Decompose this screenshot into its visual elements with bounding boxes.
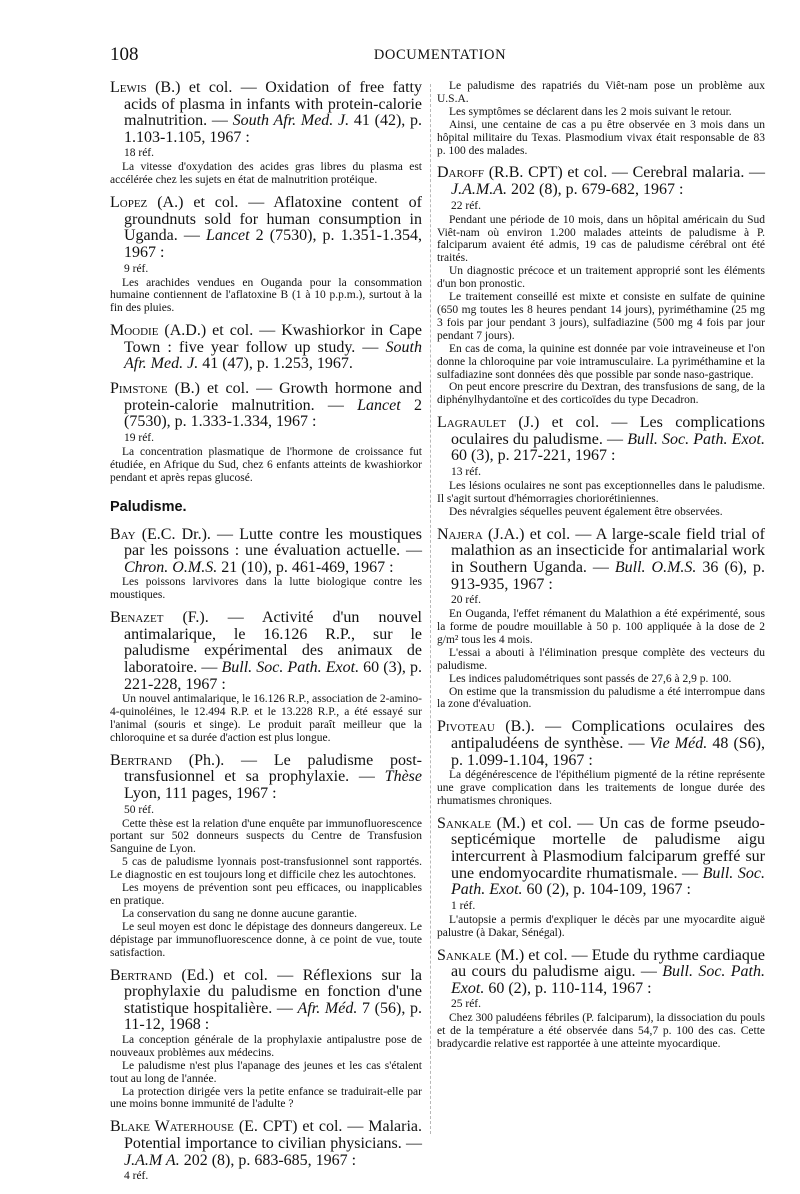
abstract-paragraph: Pendant une période de 10 mois, dans un hôpital américain du Sud Viêt-nam où environ 1.200 malades atteints de paludisme à P. falciparum avaient été admis, 19 cas de paludisme cérébral ont été traités. (437, 213, 765, 265)
abstract-paragraph: Les symptômes se déclarent dans les 2 mois suivant le retour. (449, 105, 732, 118)
reference-count: 20 réf. (451, 594, 482, 607)
citation-details: 48 (S6), p. 1.099-1.104, 1967 : (451, 734, 766, 769)
bibliography-entry (437, 165, 765, 407)
citation-details: 21 (10), p. 461-469, 1967 : (217, 558, 394, 576)
author-name: Bay (110, 525, 136, 543)
abstract-paragraph: La dégénérescence de l'épithélium pigmenté de la rétine représente une grave complication dans les traitements de longue durée des rhumatismes chroniques. (437, 769, 765, 807)
bibliography-entry (110, 195, 422, 315)
right-entries (437, 80, 765, 1051)
left-top-entries (110, 80, 422, 485)
abstract-paragraph: Les moyens de prévention sont peu efficaces, ou inapplicables en pratique. (110, 882, 422, 907)
reference-count: 9 réf. (124, 262, 149, 275)
author-name: Daroff (437, 164, 485, 182)
bibliography-entry (437, 80, 765, 157)
bibliography-entry (110, 527, 422, 603)
citation-title: (J.A.) et col. — A large-scale field trial of malathion as an insecticide for antimalarial work in Southern Uganda. — (451, 525, 765, 576)
bibliography-entry (110, 381, 422, 485)
bibliography-entry (437, 415, 765, 519)
journal-name: Lancet (206, 227, 250, 245)
author-name: Sankale (437, 814, 492, 832)
citation-title: (R.B. CPT) et col. — Cerebral malaria. — (484, 164, 765, 182)
citation-title: (A.D.) et col. — Kwashiorkor in Cape Town : five year follow up study. — (124, 322, 422, 356)
abstract-paragraph: Les lésions oculaires ne sont pas exceptionnelles dans le paludisme. Il s'agit surtout d'hémorragies choriorétiniennes. (437, 480, 765, 505)
abstract-paragraph: La concentration plasmatique de l'hormone de croissance fut étudiée, en Afrique du Sud, chez 6 enfants atteints de kwashiorkor pendant et après repas glucosé. (110, 445, 422, 484)
citation-details: 60 (3), p. 221-228, 1967 : (124, 658, 423, 693)
journal-name: J.A.M.A. (451, 181, 507, 199)
abstract-paragraph: L'autopsie a permis d'expliquer le décès par une myocardite aiguë palustre (à Dakar, Sénégal). (437, 913, 765, 939)
journal-name: Thèse (384, 768, 422, 786)
abstract-paragraph: On peut encore prescrire du Dextran, des transfusions de sang, de la diphénylhydantoïne et des corticoïdes du type Decadron. (437, 381, 765, 407)
citation-title: (Ph.). — Le paludisme post-transfusionnel et sa prophylaxie. — (124, 751, 422, 786)
abstract-paragraph: En cas de coma, la quinine est donnée par voie intraveineuse et l'on donne la chloroquine par voie intramusculaire. La pyriméthamine et la sulfadiazine sont données dès que possible par sonde naso-gastrique. (437, 342, 765, 381)
citation-details: 2 (7530), p. 1.351-1.354, 1967 : (124, 227, 422, 261)
citation-title: (B.) et col. — Oxidation of free fatty acids of plasma in infants with protein-calorie malnutrition. — (124, 79, 422, 130)
author-name: Moodie (110, 322, 159, 340)
journal-name: Bull. Soc. Path. Exot. (451, 963, 765, 997)
abstract-paragraph: Les poissons larvivores dans la lutte biologique contre les moustiques. (110, 576, 422, 602)
journal-name: J.A.M A. (124, 1151, 180, 1169)
abstract-paragraph: L'essai a abouti à l'élimination presque complète des vecteurs du paludisme. (437, 646, 765, 672)
abstract-paragraph: Le paludisme n'est plus l'apanage des jeunes et les cas s'étalent tout au long de l'année. (110, 1059, 422, 1085)
author-name: Benazet (110, 609, 164, 627)
reference-count: 50 réf. (124, 803, 155, 816)
journal-name: Bull. Soc. Path. Exot. (627, 430, 765, 448)
abstract-paragraph: La protection dirigée vers la petite enfance se traduirait-elle par une moins bonne immunité de l'adulte ? (110, 1085, 422, 1111)
abstract-paragraph: Les indices paludométriques sont passés de 27,6 à 2,9 p. 100. (449, 672, 732, 685)
bibliography-entry (110, 323, 422, 373)
abstract-paragraph: Le paludisme des rapatriés du Viêt-nam pose un problème aux U.S.A. (437, 80, 765, 105)
journal-name: Chron. O.M.S. (124, 558, 218, 576)
section-heading: Paludisme. (110, 498, 187, 515)
bibliography-entry (110, 968, 422, 1112)
citation (437, 816, 765, 899)
citation-title: (J.) et col. — Les complications oculaires du paludisme. — (451, 414, 765, 448)
running-head: DOCUMENTATION (373, 47, 507, 63)
reference-count: 1 réf. (451, 899, 476, 912)
reference-count: 18 réf. (124, 147, 155, 160)
right-column (437, 80, 765, 1059)
journal-name: Bull. Soc. Path. Exot. (221, 658, 360, 676)
author-name: Blake Waterhouse (110, 1118, 234, 1136)
citation-details: 60 (3), p. 217-221, 1967 : (451, 447, 616, 465)
left-bottom-entries (110, 527, 422, 1184)
citation (437, 527, 765, 593)
citation (437, 415, 765, 465)
citation-title: (B.) et col. — Growth hormone and protein-calorie malnutrition. — (124, 380, 422, 414)
column-divider (430, 84, 431, 1134)
bibliography-entry (437, 948, 765, 1052)
citation-title: (B.). — Complications oculaires des antipaludéens de synthèse. — (451, 718, 765, 752)
reference-count: 25 réf. (451, 998, 482, 1011)
citation-details: 7 (56), p. 11-12, 1968 : (124, 999, 422, 1034)
author-name: Bertrand (110, 751, 172, 769)
page-header (110, 44, 770, 68)
journal-name: South Afr. Med. J. (124, 338, 422, 373)
abstract-paragraph: Cette thèse est la relation d'une enquête par immunofluorescence portant sur 502 donneurs suspects du Centre de Transfusion Sanguine de Lyon. (110, 817, 422, 856)
citation (110, 968, 422, 1034)
journal-name: Vie Méd. (649, 734, 708, 752)
journal-name: Bull. Soc. Path. Exot. (451, 864, 765, 899)
citation-details: 60 (2), p. 110-114, 1967 : (484, 979, 652, 997)
page-number: 108 (110, 44, 139, 65)
abstract-paragraph: 5 cas de paludisme lyonnais post-transfusionnel sont rapportés. Le diagnostic en est toujours long et difficile chez les autochtones. (110, 856, 422, 882)
citation-details: 41 (42), p. 1.103-1.105, 1967 : (124, 112, 422, 146)
author-name: Lopez (110, 194, 148, 212)
citation-details: Lyon, 111 pages, 1967 : (124, 784, 277, 802)
journal-name: Lancet (357, 396, 401, 414)
abstract-paragraph: La conception générale de la prophylaxie antipalustre pose de nouveaux problèmes aux médecins. (110, 1033, 422, 1059)
author-name: Bertrand (110, 966, 172, 984)
abstract-paragraph: En Ouganda, l'effet rémanent du Malathion a été expérimenté, sous la forme de poudre mouillable à 50 p. 100 appliquée à la dose de 2 g/m² tous les 4 mois. (437, 608, 765, 646)
author-name: Lagraulet (437, 414, 507, 432)
abstract-paragraph: La conservation du sang ne donne aucune garantie. (122, 907, 358, 920)
citation-title: (A.) et col. — Aflatoxine content of groundnuts sold for human consumption in Uganda. — (124, 194, 422, 245)
citation (437, 165, 765, 198)
citation-title: (F.). — Activité d'un nouvel antimalarique, le 16.126 R.P., sur le paludisme expérimental des animaux de laboratoire. — (124, 609, 422, 676)
reference-count: 19 réf. (124, 431, 155, 444)
citation (110, 527, 422, 577)
citation (110, 323, 422, 373)
journal-name: Bull. O.M.S. (614, 558, 697, 576)
abstract-paragraph: La vitesse d'oxydation des acides gras libres du plasma est accélérée chez les sujets en état de malnutrition protéique. (110, 161, 422, 187)
abstract-paragraph: Le traitement conseillé est mixte et consiste en sulfate de quinine (650 mg toutes les 8 heures pendant 14 jours), pyriméthamine (25 mg 3 fois par jour pendant 3 jours), sulfadiazine (500 mg 4 fois par jour pendant 7 jours). (437, 291, 765, 342)
citation-details: 41 (47), p. 1.253, 1967. (198, 355, 353, 373)
reference-count: 13 réf. (451, 466, 482, 478)
citation-details: 36 (6), p. 913-935, 1967 : (451, 558, 766, 593)
abstract-paragraph: Un nouvel antimalarique, le 16.126 R.P., association de 2-amino-4-quinoléines, le 12.494 R.P. et le 13.228 R.P., a été essayé sur l'animal (souris et singe). Le produit paraît meilleur que la chloroquine et sa durée d'action est plus longue. (110, 693, 422, 744)
abstract-paragraph: Les arachides vendues en Ouganda pour la consommation humaine contiennent de l'aflatoxine B (1 à 10 p.p.m.), surtout à la fin des pluies. (110, 276, 422, 315)
bibliography-entry (437, 527, 765, 712)
citation (110, 1119, 422, 1169)
citation-details: 202 (8), p. 679-682, 1967 : (506, 181, 684, 199)
citation (110, 80, 422, 146)
citation (437, 948, 765, 998)
author-name: Pivoteau (437, 718, 495, 736)
citation-details: 60 (2), p. 104-109, 1967 : (522, 881, 691, 899)
citation-details: 2 (7530), p. 1.333-1.334, 1967 : (124, 396, 422, 431)
citation-details: 202 (8), p. 683-685, 1967 : (179, 1151, 357, 1169)
left-column (110, 80, 422, 1191)
bibliography-entry (437, 719, 765, 808)
bibliography-entry (110, 753, 422, 960)
bibliography-entry (110, 610, 422, 745)
author-name: Najera (437, 525, 483, 543)
journal-name: Afr. Méd. (297, 999, 358, 1017)
citation-title: (M.) et col. — Etude du rythme cardiaque au cours du paludisme aigu. — (451, 946, 765, 981)
citation (110, 195, 422, 261)
citation (437, 719, 765, 769)
abstract-paragraph: Un diagnostic précoce et un traitement approprié sont les éléments d'un bon pronostic. (437, 265, 765, 291)
reference-count: 4 réf. (124, 1170, 149, 1183)
author-name: Sankale (437, 946, 492, 964)
citation-title: (Ed.) et col. — Réflexions sur la prophylaxie du paludisme en fonction d'une statistique hospitalière. — (124, 966, 422, 1017)
bibliography-entry (437, 816, 765, 940)
citation-title: (M.) et col. — Un cas de forme pseudo-septicémique mortelle de paludisme aigu intercurrent à Plasmodium falciparum greffé sur une endomyocardite rhumatismale. — (451, 814, 765, 882)
bibliography-entry (110, 1119, 422, 1183)
abstract-paragraph: Des névralgies séquelles peuvent également être observées. (449, 505, 723, 518)
abstract-paragraph: Chez 300 paludéens fébriles (P. falciparum), la dissociation du pouls et de la température a été observée dans 54,7 p. 100 des cas. Cette bradycardie relative est rapportée à une atteinte myocardique. (437, 1012, 765, 1051)
journal-name: South Afr. Med. J. (232, 112, 350, 130)
citation (110, 753, 422, 803)
bibliography-entry (110, 80, 422, 187)
author-name: Lewis (110, 79, 147, 96)
abstract-paragraph: Le seul moyen est donc le dépistage des donneurs dangereux. Le dépistage par immunofluorescence donne, à ce point de vue, toute satisfaction. (110, 920, 422, 959)
citation (110, 610, 422, 693)
citation-title: (E. CPT) et col. — Malaria. Potential importance to civilian physicians. — (124, 1118, 423, 1152)
author-name: Pimstone (110, 380, 168, 398)
abstract-paragraph: On estime que la transmission du paludisme a été interrompue dans la zone d'évaluation. (437, 685, 765, 711)
reference-count: 22 réf. (451, 199, 482, 212)
citation (110, 381, 422, 431)
citation-title: (E.C. Dr.). — Lutte contre les moustiques par les poissons : une évaluation actuelle. — (124, 525, 422, 560)
abstract-paragraph: Ainsi, une centaine de cas a pu être observée en 3 mois dans un hôpital militaire du Texas. Plasmodium vivax était responsable de 83 p. 100 des malades. (437, 118, 765, 157)
